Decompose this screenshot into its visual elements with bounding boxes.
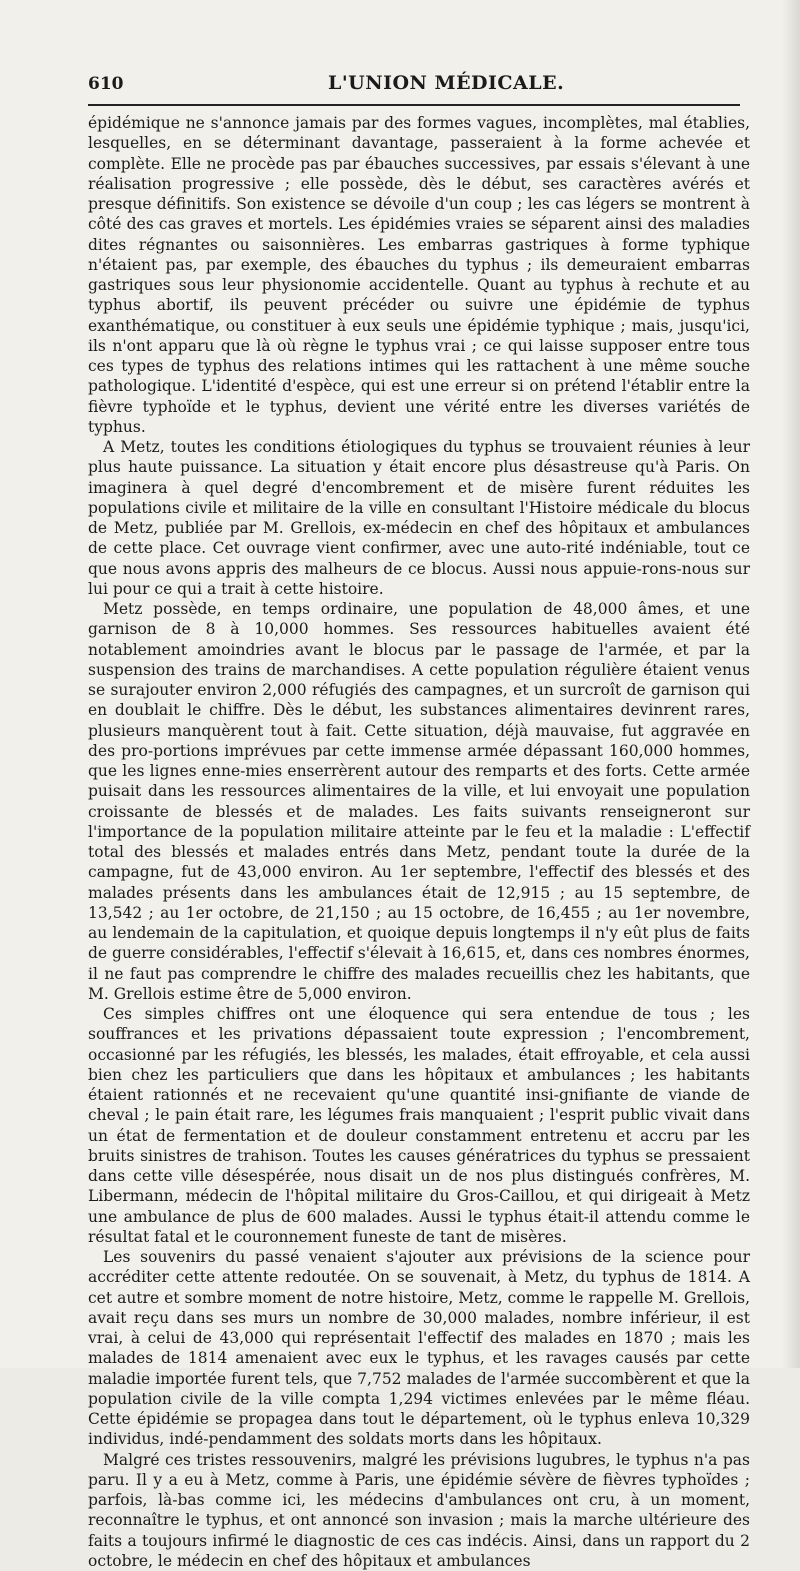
text-line: Les faits suivants renseigneront sur l'importance de la population militaire atteinte par le feu [88, 803, 750, 841]
text-line: pendamment des soldats morts dans les hôpitaux. [209, 1430, 602, 1448]
text-line: épidémie typhique ; mais, jusqu'ici, ils n'ont apparu que là où règne le typhus vrai ; ce qui [88, 317, 750, 355]
text-line: puissance. La situation y était encore plus désastreuse qu'à Paris. On imaginera à quel degré [88, 458, 750, 496]
text-line: ainsi des maladies dites régnantes ou saisonnières. Les embarras gastriques à forme typhique [88, 215, 750, 253]
text-line: alimentaires de la ville, et lui envoyait une population croissante de blessés et de malades. [88, 782, 750, 820]
text-line: l'hôpital militaire du Gros-Caillou, et qui dirigeait à Metz une ambulance de plus de 600 [88, 1187, 750, 1225]
text-line: laisse supposer entre tous ces types de typhus des relations intimes qui les rattachent à une [88, 337, 750, 375]
text-line: privations dépassaient toute expression ; l'encombrement, occasionné par les réfugiés, les [88, 1025, 750, 1063]
page-header [88, 70, 738, 106]
text-line: épidémie se propagea dans tout le département, où le typhus enleva 10,329 individus, indé- [88, 1410, 750, 1448]
text-line: n'étaient pas, par exemple, des ébauches du typhus ; ils demeuraient embarras gastriques sous [88, 256, 750, 294]
paragraph [88, 599, 750, 1004]
text-line: A Metz, toutes les conditions étiologiques du typhus se trouvaient réunies à leur plus haute [88, 438, 750, 476]
text-line: d'encombrement et de misère furent réduites les populations civile et militaire de la ville en [88, 479, 750, 517]
text-line: 16,615, et, dans ces nombres énormes, il ne faut pas comprendre le chiffre des malades [88, 944, 750, 982]
text-line: rité indéniable, tout ce que nous avons appris des malheurs de ce blocus. Aussi nous appuie- [88, 539, 750, 577]
text-line: leur physionomie accidentelle. Quant au typhus à rechute et au typhus abortif, ils peuvent [88, 276, 750, 314]
text-line: indécis. Ainsi, dans un rapport du 2 octobre, le médecin en chef des hôpitaux et ambulances [88, 1532, 750, 1570]
text-line: garnison qui en doublait le chiffre. Dès le début, les substances alimentaires devinrent rares, [88, 681, 750, 719]
text-line: présents dans les ambulances était de 12,915 ; au 15 septembre, de 13,542 ; au 1er octobre, [88, 884, 750, 922]
text-line: de 30,000 malades, nombre inférieur, il est vrai, à celui de 43,000 qui représentait l'effectif [88, 1309, 750, 1347]
text-line: a eu à Metz, comme à Paris, une épidémie sévère de fièvres typhoïdes ; parfois, là-bas comme [88, 1471, 750, 1509]
text-line: gnifiante de viande de cheval ; le pain était rare, les légumes frais manquaient ; l'esprit public [88, 1086, 750, 1124]
text-line: 10,000 hommes. Ses ressources habituelles avaient été notablement amoindries avant le blocus [88, 620, 750, 658]
text-line: par ébauches successives, par essais s'élevant à une réalisation progressive ; elle possède, dès [88, 155, 750, 193]
text-line: Malgré ces tristes ressouvenirs, malgré les prévisions lugubres, le typhus n'a pas paru. Il y [88, 1451, 750, 1489]
text-line: hôpitaux et ambulances ; les habitants étaient rationnés et ne recevaient qu'une quantité insi- [88, 1066, 750, 1104]
text-line: ville désespérée, nous disait un de nos plus distingués confrères, M. Libermann, médecin de [88, 1167, 750, 1205]
text-line: portions imprévues par cette immense armée dépassant 160,000 hommes, que les lignes enne- [88, 742, 750, 780]
text-line: attente redoutée. On se souvenait, à Metz, du typhus de 1814. A cet autre et sombre moment [88, 1268, 750, 1306]
text-line: et la maladie : L'effectif total des blessés et malades entrés dans Metz, pendant toute la durée [88, 823, 750, 861]
page-edge-shadow [782, 0, 800, 1368]
text-line: entre la fièvre typhoïde et le typhus, devient une vérité entre les diverses variétés de typhus. [88, 377, 750, 436]
text-line: régulière étaient venus se surajouter environ 2,000 réfugiés des campagnes, et un surcroît de [88, 661, 750, 699]
paragraph [88, 113, 750, 437]
paragraph [88, 1247, 750, 1450]
paragraph [88, 1004, 750, 1247]
paragraph [88, 1450, 750, 1571]
text-line: de notre histoire, Metz, comme le rappelle M. Grellois, avait reçu dans ses murs un nombre [88, 1289, 750, 1327]
text-line: plusieurs manquèrent tout à fait. Cette situation, déjà mauvaise, fut aggravée en des pro- [88, 722, 750, 760]
text-line: de la campagne, fut de 43,000 environ. Au 1er septembre, l'effectif des blessés et des malades [88, 843, 750, 902]
text-line: de tant de misères. [416, 1228, 567, 1246]
text-line: même souche pathologique. L'identité d'espèce, qui est une erreur si on prétend l'établir [88, 357, 750, 395]
text-line: de 21,150 ; au 15 octobre, de 16,455 ; au 1er novembre, au lendemain de la capitulation, et [88, 904, 750, 942]
text-line: Ces simples chiffres ont une éloquence qui sera entendue de tous ; les souffrances et les [88, 1005, 750, 1043]
text-line: blessés, les malades, était effroyable, et cela aussi bien chez les particuliers que dans les [88, 1046, 750, 1084]
text-line: que la population civile de la ville compta 1,294 victimes enlevées par le même fléau. Cette [88, 1370, 750, 1429]
text-line: vivait dans un état de fermentation et de douleur constamment entretenu et accru par les [88, 1106, 750, 1144]
text-line: chef des hôpitaux et ambulances de cette place. Cet ouvrage vient confirmer, avec une auto- [88, 519, 750, 557]
text-line: précéder ou suivre une épidémie de typhus exanthématique, ou constituer à eux seuls une [88, 296, 750, 334]
text-line: bruits sinistres de trahison. Toutes les causes génératrices du typhus se pressaient dans cette [88, 1147, 750, 1185]
text-line: épidémique ne s'annonce jamais par des formes vagues, incomplètes, mal établies, lesquelles, [88, 114, 750, 152]
text-line: rons-nous sur lui pour ce qui a trait à cette histoire. [88, 560, 750, 598]
body-text [88, 113, 750, 1571]
text-line: recueillis chez les habitants, que M. Grellois estime être de 5,000 environ. [88, 965, 750, 1003]
text-line: consultant l'Histoire médicale du blocus de Metz, publiée par M. Grellois, ex-médecin en [88, 499, 750, 537]
header-rule [88, 104, 740, 106]
text-line: le début, ses caractères avérés et presque définitifs. Son existence se dévoile d'un coup ; les [88, 175, 750, 213]
text-line: quoique depuis longtemps il n'y eût plus de faits de guerre considérables, l'effectif s'élevait à [88, 924, 750, 962]
text-line: en se déterminant davantage, passeraient à la forme achevée et complète. Elle ne procède pas [88, 134, 750, 172]
text-line: malades. Aussi le typhus était-il attendu comme le résultat fatal et le couronnement funeste [88, 1208, 750, 1246]
text-line: causés par cette maladie importée furent tels, que 7,752 malades de l'armée succombèrent et [88, 1349, 750, 1387]
text-line: ici, les médecins d'ambulances ont cru, à un moment, reconnaître le typhus, et ont annoncé [88, 1491, 750, 1529]
running-head: L'UNION MÉDICALE. [328, 72, 564, 94]
text-line: Les souvenirs du passé venaient s'ajouter aux prévisions de la science pour accréditer cette [88, 1248, 750, 1286]
text-line: cas légers se montrent à côté des cas graves et mortels. Les épidémies vraies se séparent [88, 195, 750, 233]
page-number: 610 [88, 74, 124, 94]
text-line: des malades en 1870 ; mais les malades de 1814 amenaient avec eux le typhus, et les ravages [88, 1329, 750, 1367]
text-line: Metz possède, en temps ordinaire, une population de 48,000 âmes, et une garnison de 8 à [88, 600, 750, 638]
text-line: son invasion ; mais la marche ultérieure des faits a toujours infirmé le diagnostic de ces cas [88, 1511, 750, 1549]
text-line: mies enserrèrent autour des remparts et des forts. Cette armée puisait dans les ressources [88, 762, 750, 800]
text-line: par le passage de l'armée, et par la suspension des trains de marchandises. A cette population [88, 641, 750, 679]
paragraph [88, 437, 750, 599]
